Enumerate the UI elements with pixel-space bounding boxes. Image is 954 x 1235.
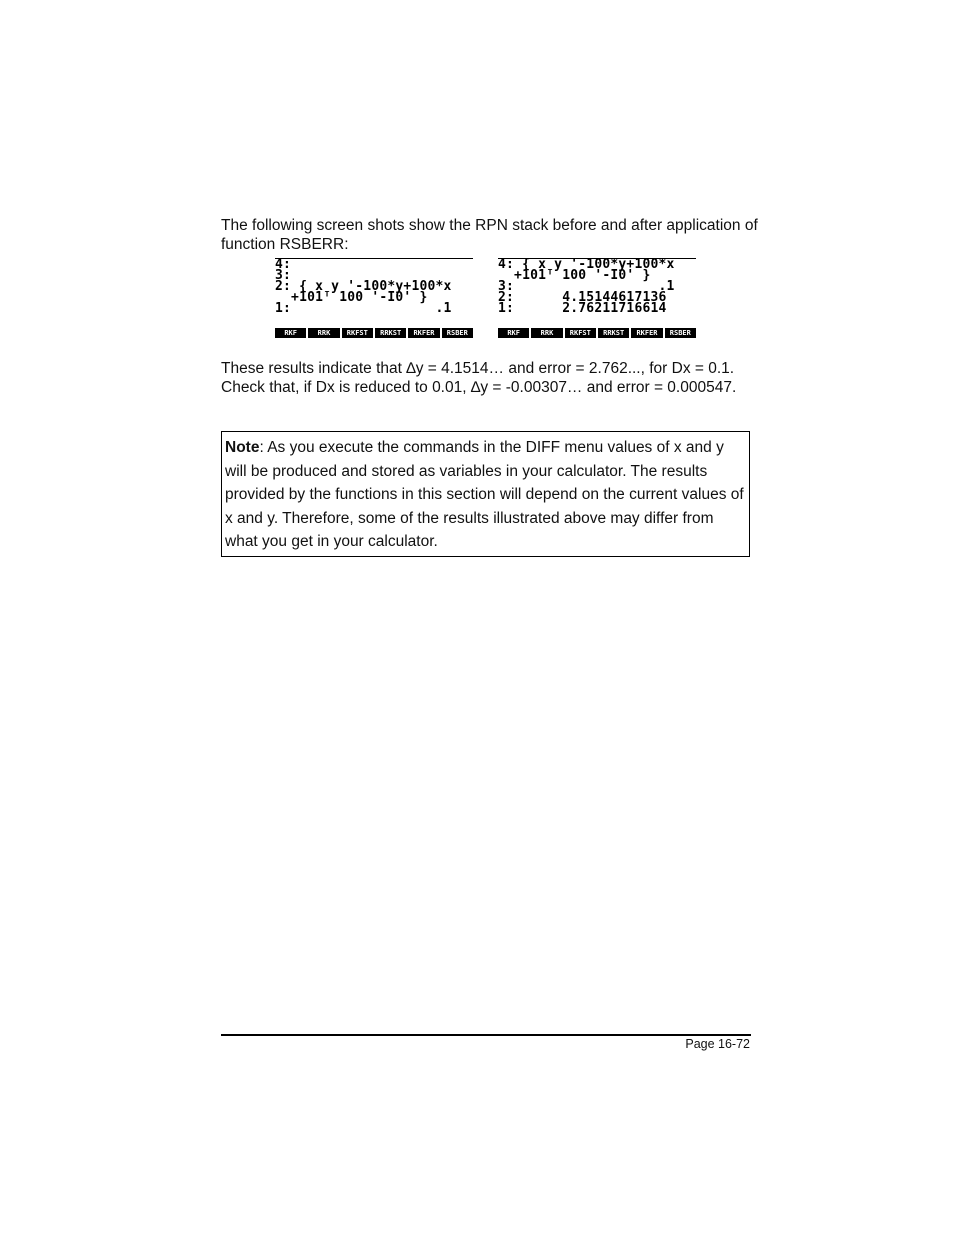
stack-line: 3: .1 xyxy=(498,279,675,294)
stack-line: +101ᵀ 100 '-I0' } xyxy=(498,268,651,283)
intro-paragraph: The following screen shots show the RPN stack before and after application of function RSBERR: xyxy=(221,217,758,253)
soft-key: RKFST xyxy=(565,328,596,338)
rpn-stack xyxy=(498,259,696,314)
soft-key: RRK xyxy=(531,328,562,338)
stack-line: 4: xyxy=(275,257,292,272)
note-box xyxy=(221,431,750,557)
stack-line: 1: .1 xyxy=(275,301,452,316)
soft-key: RKFST xyxy=(342,328,373,338)
stack-line: 4: { x y '-100*y+100*x xyxy=(498,257,675,272)
soft-key: RSBER xyxy=(442,328,473,338)
soft-key: RRK xyxy=(308,328,339,338)
note-label: Note xyxy=(225,439,260,456)
page-number: Page 16-72 xyxy=(685,1037,750,1051)
soft-key: RSBER xyxy=(665,328,696,338)
stack-line: 3: xyxy=(275,268,292,283)
soft-key: RKFER xyxy=(408,328,439,338)
calculator-screen-after xyxy=(498,258,696,338)
rpn-stack xyxy=(275,259,473,314)
calculator-screen-before xyxy=(275,258,473,338)
stack-line: 2: { x y '-100*y+100*x xyxy=(275,279,452,294)
soft-key: RRKST xyxy=(375,328,406,338)
results-line: These results indicate that ∆y = 4.1514… and error = 2.762..., for Dx = 0.1. xyxy=(221,360,735,377)
results-line: Check that, if Dx is reduced to 0.01, ∆y = -0.00307… and error = 0.000547. xyxy=(221,379,737,396)
note-text: : As you execute the commands in the DIFF menu values of x and y will be produced and stored as variables in your calculator. The results provided by the functions in this section will depend on the current values of x and y. Therefore, some of the results illustrated above may differ from what you get in your calculator. xyxy=(225,439,744,550)
footer-rule xyxy=(221,1034,751,1036)
soft-key: RKF xyxy=(275,328,306,338)
soft-key: RKFER xyxy=(631,328,662,338)
results-paragraph xyxy=(221,359,781,397)
soft-menu xyxy=(275,328,473,338)
stack-line: +101ᵀ 100 '-I0' } xyxy=(275,290,428,305)
soft-menu xyxy=(498,328,696,338)
stack-line: 2: 4.15144617136 xyxy=(498,290,667,305)
soft-key: RRKST xyxy=(598,328,629,338)
stack-line: 1: 2.76211716614 xyxy=(498,301,667,316)
soft-key: RKF xyxy=(498,328,529,338)
